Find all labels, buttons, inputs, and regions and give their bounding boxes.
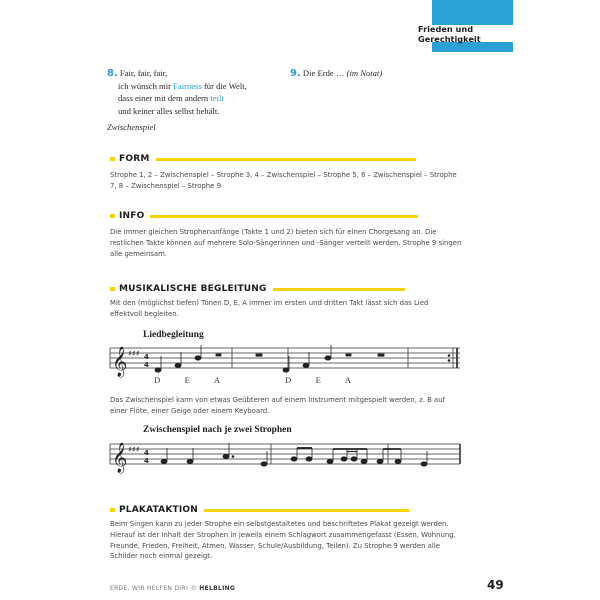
section-begleitung-title: MUSIKALISCHE BEGLEITUNG xyxy=(119,284,267,294)
footer-brand: HELBLING xyxy=(199,585,236,592)
section-form-text: Strophe 1, 2 – Zwischenspiel – Strophe 3, 4 – Zwischenspiel – Strophe 5, 6 – Zwischenspiel – Strophe 7, 8 – Zwischenspiel – Strophe 9 xyxy=(110,171,457,190)
section-begleitung-between: Das Zwischenspiel kann von etwas Geübteren auf einem Instrument mitgespielt werden, z. B auf einer Flöte, einer Geige oder einem Keyboard. xyxy=(110,396,446,415)
staff-1-labels-a: D E A xyxy=(154,375,221,385)
section-info-title: INFO xyxy=(119,211,145,221)
verse-9: 9. Die Erde … (im Notat) xyxy=(290,68,383,79)
verse-8-line-1: 8. Fair, fair, fair, xyxy=(107,68,168,79)
verse-8-line-4: und keiner alles selbst behält. xyxy=(118,105,220,116)
section-plakat-heading xyxy=(110,503,409,517)
svg-text:𝄞: 𝄞 xyxy=(112,347,128,377)
footer-credit: ERDE, WIR HELFEN DIR! © HELBLING xyxy=(110,585,236,592)
svg-text:4: 4 xyxy=(144,449,149,457)
interlude-label: Zwischenspiel xyxy=(107,121,156,132)
staff-1-labels-b: D E A xyxy=(285,375,352,385)
svg-text:4: 4 xyxy=(144,457,149,465)
verse-8-number: 8. xyxy=(107,68,118,79)
chapter-title: Frieden und Gerechtigkeit xyxy=(414,25,523,42)
section-plakat-text: Beim Singen kann zu jeder Strophe ein selbstgestaltetes und beschriftetes Plakat gezeigt werden. Hierauf ist der Inhalt der Strophen in jeweils einem Schlagwort zusammengefasst (Essen, Wohnung, Freunde, Frieden, Freiheit, Atmen, Wasser, Schule/Ausbildung, Teilen). Zu Strophe 9 werden alle Schilder noch einmal gezeigt. xyxy=(110,520,456,561)
staff-2-title: Zwischenspiel nach je zwei Strophen xyxy=(143,425,292,435)
section-form-heading xyxy=(110,152,416,166)
page-number: 49 xyxy=(487,578,504,592)
section-form-title: FORM xyxy=(119,154,150,164)
section-plakat-title: PLAKATAKTION xyxy=(119,505,198,515)
staff-1-title: Liedbegleitung xyxy=(143,330,204,340)
section-begleitung-text: Mit den (möglichst tiefen) Tönen D, E, A immer im ersten und dritten Takt lässt sich das Lied effektvoll begleiten. xyxy=(110,299,429,318)
verse-9-number: 9. xyxy=(290,68,301,79)
svg-text:♯♯♯: ♯♯♯ xyxy=(128,445,140,454)
staff-2-notation xyxy=(108,436,463,478)
section-info-text: Die immer gleichen Strophenanfänge (Takte 1 und 2) bieten sich für einen Chorgesang an. Die restlichen Takte können auf mehrere Solo-Sängerinnen und -Sänger verteilt werden. Strophe 9 singen alle gemeinsam. xyxy=(110,228,462,258)
section-info-heading xyxy=(110,209,418,223)
svg-text:𝄞: 𝄞 xyxy=(112,443,128,473)
verse-8-line-2: ich wünsch mir Fairness für die Welt, xyxy=(118,81,247,92)
section-begleitung-heading xyxy=(110,282,405,296)
svg-text:4: 4 xyxy=(144,353,149,361)
verse-8 xyxy=(107,67,277,133)
svg-text:4: 4 xyxy=(144,361,149,369)
svg-text:♯♯♯: ♯♯♯ xyxy=(128,349,140,358)
verse-8-line-3: dass einer mit dem andern teilt xyxy=(118,93,224,104)
